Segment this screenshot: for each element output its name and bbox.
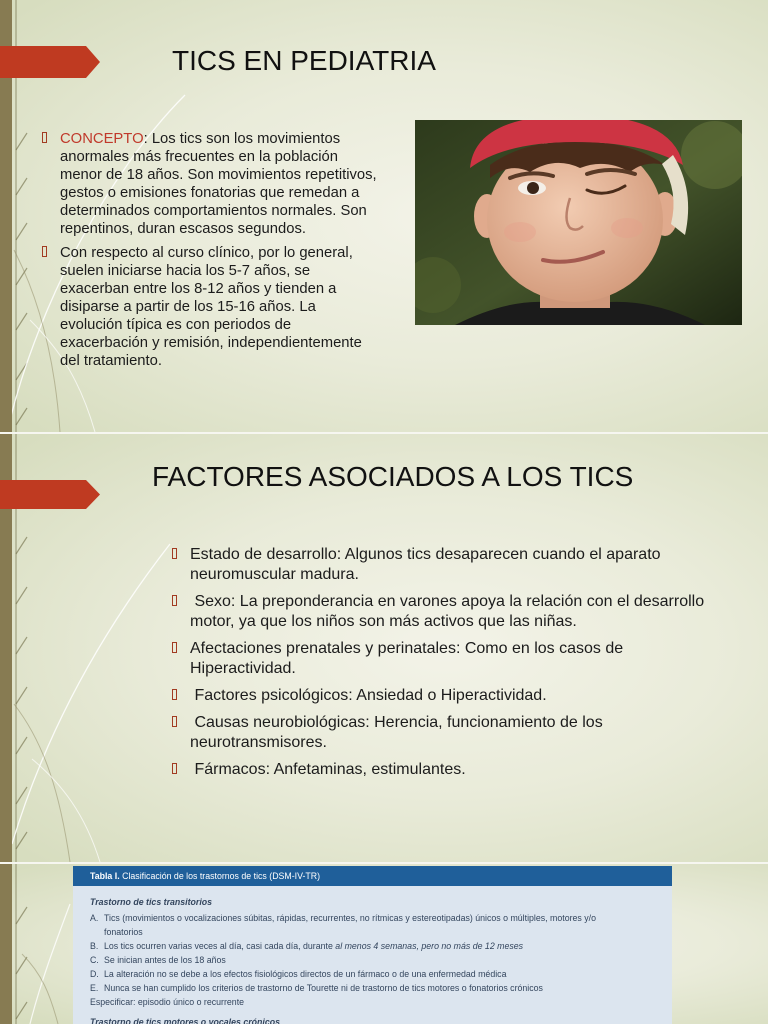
- criterion-line: Los tics ocurren varias veces al día, casi cada día, durante: [104, 941, 336, 951]
- bullet-box-icon: [172, 642, 177, 653]
- bullet-line: evolución típica es con periodos de: [60, 317, 292, 333]
- table-section-heading: Trastorno de tics motores o vocales crónicos: [90, 1017, 281, 1024]
- criterion-letter: A.: [90, 913, 99, 923]
- table-section-heading: Trastorno de tics transitorios: [90, 897, 213, 907]
- slide-tabla-clasificacion: [0, 864, 768, 1024]
- bullet-line: gestos o emisiones fonatorias que remedan a: [60, 185, 360, 201]
- decor-line: [32, 759, 100, 862]
- slide-title: FACTORES ASOCIADOS A LOS TICS: [152, 461, 634, 492]
- slide-title: TICS EN PEDIATRIA: [172, 45, 436, 76]
- decor-line: [30, 904, 70, 1024]
- criterion-letter: C.: [90, 955, 99, 965]
- table-caption-text: Clasificación de los trastornos de tics (DSM-IV-TR): [119, 871, 321, 881]
- bullet-line: Causas neurobiológicas: Herencia, funcionamiento de los: [190, 714, 603, 731]
- criterion-text: [104, 911, 596, 939]
- bullet-line: motor, ya que los niños son más activos que las niñas.: [190, 613, 577, 630]
- bullet-line: Afectaciones prenatales y perinatales: Como en los casos de: [190, 640, 624, 657]
- criterion-text: Nunca se han cumplido los criterios de trastorno de Tourette ni de trastorno de tics motores o fonatorios crónicos: [104, 983, 543, 993]
- bullet-line: suelen iniciarse hacia los 5-7 años, se: [60, 263, 311, 279]
- bullet-item: [190, 760, 466, 780]
- bullet-line: disiparse a partir de los 15-16 años. La: [60, 299, 316, 315]
- table-caption-label: Tabla I.: [90, 871, 120, 881]
- bullet-line: Factores psicológicos: Ansiedad o Hiperactividad.: [190, 687, 547, 704]
- cheek: [611, 218, 643, 238]
- bullet-item: [190, 639, 623, 679]
- decor-line: [12, 544, 170, 844]
- bullet-line: determinados comportamientos normales. Son: [60, 203, 367, 219]
- bullet-box-icon: [172, 716, 177, 727]
- criterion-emphasis: al menos 4 semanas, pero no más de 12 meses: [335, 941, 524, 951]
- table-caption: [73, 866, 672, 886]
- concept-label: CONCEPTO: [60, 131, 144, 147]
- title-arrow-icon: [0, 480, 100, 509]
- bullet-item: [190, 545, 661, 585]
- bullet-line: menor de 18 años. Son movimientos repetitivos,: [60, 167, 377, 183]
- bullet-line: Hiperactividad.: [190, 660, 296, 677]
- slide-tics-en-pediatria: [0, 0, 768, 432]
- child-photo: [415, 120, 742, 325]
- decor-chevrons: [16, 907, 27, 1019]
- bullet-line: anormales más frecuentes en la población: [60, 149, 339, 165]
- criterion-item: [90, 939, 655, 953]
- bullet-line: [60, 130, 377, 148]
- bullet-item: [60, 244, 362, 370]
- criterion-item: [90, 967, 655, 981]
- bullet-line: exacerban entre los 8-12 años y tienden a: [60, 281, 337, 297]
- criterion-line: Tics (movimientos o vocalizaciones súbitas, rápidas, recurrentes, no rítmicas y estereotipadas) únicos o múltiples, motores y/o: [104, 913, 597, 923]
- criterion-item: [90, 911, 655, 939]
- bullet-item: [190, 713, 603, 753]
- table-note: Especificar: episodio único o recurrente: [90, 997, 245, 1007]
- bullet-line: exacerbación y remisión, independientemente: [60, 335, 362, 351]
- criterion-line: fonatorios: [104, 927, 143, 937]
- title-arrow-icon: [0, 46, 100, 78]
- bullet-box-icon: [172, 595, 177, 606]
- bullet-text: : Los tics son los movimientos: [143, 131, 341, 147]
- bullet-line: Fármacos: Anfetaminas, estimulantes.: [190, 761, 466, 778]
- criterion-letter: D.: [90, 969, 99, 979]
- cheek: [504, 222, 536, 242]
- criterion-letter: B.: [90, 941, 99, 951]
- slide-factores-asociados: [0, 434, 768, 862]
- eye-iris: [527, 182, 539, 194]
- criterion-text: La alteración no se debe a los efectos fisiológicos directos de un fármaco o de una enfermedad médica: [104, 969, 507, 979]
- bullet-box-icon: [172, 763, 177, 774]
- bullet-box-icon: [42, 132, 47, 143]
- bullet-box-icon: [42, 246, 47, 257]
- bullet-box-icon: [172, 689, 177, 700]
- left-stripe: [0, 864, 12, 1024]
- classification-table: [73, 866, 672, 1024]
- bullet-line: neurotransmisores.: [190, 734, 327, 751]
- bullet-line: del tratamiento.: [60, 353, 162, 369]
- criterion-item: [90, 953, 655, 967]
- bullet-box-icon: [172, 548, 177, 559]
- bullet-line: Sexo: La preponderancia en varones apoya la relación con el desarrollo: [190, 593, 705, 610]
- bullet-item: [60, 130, 377, 238]
- bullet-line: repentinos, duran escasos segundos.: [60, 221, 306, 237]
- criterion-letter: E.: [90, 983, 99, 993]
- bullet-line: Con respecto al curso clínico, por lo general,: [60, 245, 353, 261]
- bullet-line: Estado de desarrollo: Algunos tics desaparecen cuando el aparato: [190, 546, 661, 563]
- table-body: [73, 886, 672, 1024]
- bullet-line: neuromuscular madura.: [190, 566, 359, 583]
- bullet-item: [190, 592, 704, 632]
- criterion-text: Se inician antes de los 18 años: [104, 955, 226, 965]
- child-photo-image: [415, 120, 742, 325]
- criterion-text: [104, 939, 523, 953]
- criterion-item: [90, 981, 655, 995]
- bullet-item: [190, 686, 547, 706]
